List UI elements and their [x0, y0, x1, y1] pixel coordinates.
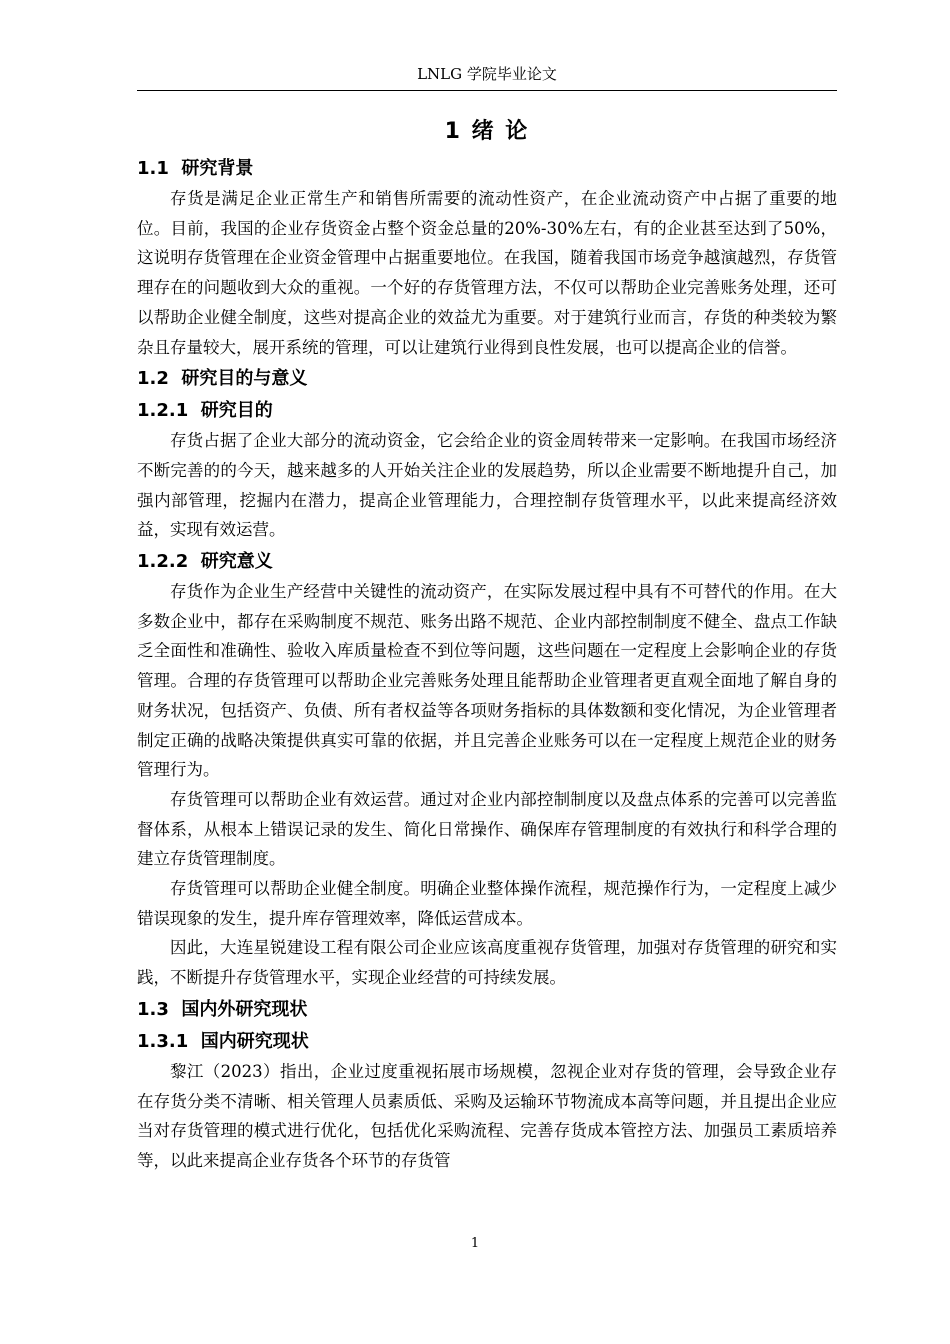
paragraph: 因此，大连星锐建设工程有限公司企业应该高度重视存货管理，加强对存货管理的研究和实践，不断提升存货管理水平，实现企业经营的可持续发展。: [137, 938, 837, 988]
paragraph: 黎江（2023）指出，企业过度重视拓展市场规模，忽视企业对存货的管理，会导致企业存在存货分类不清晰、相关管理人员素质低、采购及运输环节物流成本高等问题，并且提出企业应当对存货管理的模式进行优化，包括优化采购流程、完善存货成本管控方法、加强员工素质培养等，以此来提高企业存货各个环节的存货管: [137, 1061, 837, 1170]
paragraph: 存货作为企业生产经营中关键性的流动资产，在实际发展过程中具有不可替代的作用。在大多数企业中，都存在采购制度不规范、账务出路不规范、企业内部控制制度不健全、盘点工作缺乏全面性和准确性、验收入库质量检查不到位等问题，这些问题在一定程度上会影响企业的存货管理。合理的存货管理可以帮助企业完善账务处理且能帮助企业管理者更直观全面地了解自身的财务状况，包括资产、负债、所有者权益等各项财务指标的具体数额和变化情况，为企业管理者制定正确的战略决策提供真实可靠的依据，并且完善企业账务可以在一定程度上规范企业的财务管理行为。: [137, 582, 837, 780]
section-heading-1-3: 1.3 国内外研究现状: [137, 998, 308, 1020]
page-number: 1: [470, 1236, 480, 1251]
page-header: [137, 58, 837, 91]
paragraph: 存货管理可以帮助企业有效运营。通过对企业内部控制制度以及盘点体系的完善可以完善监督体系，从根本上错误记录的发生、简化日常操作、确保库存管理制度的有效执行和科学合理的建立存货管理制度。: [137, 789, 837, 869]
header-title: LNLG 学院毕业论文: [417, 65, 557, 83]
document-body: [137, 116, 837, 1176]
section-heading-1-1: 1.1 研究背景: [137, 158, 254, 179]
section-heading-1-2-1: 1.2.1 研究目的: [137, 400, 273, 422]
paragraph: 存货是满足企业正常生产和销售所需要的流动性资产，在企业流动资产中占据了重要的地位。目前，我国的企业存货资金占整个资金总量的20%-30%左右，有的企业甚至达到了50%，这说明存货管理在企业资金管理中占据重要地位。在我国，随着我国市场竞争越演越烈，存货管理存在的问题收到大众的重视。一个好的存货管理方法，不仅可以帮助企业完善账务处理，还可以帮助企业健全制度，这些对提高企业的效益尤为重要。对于建筑行业而言，存货的种类较为繁杂且存量较大，展开系统的管理，可以让建筑行业得到良性发展，也可以提高企业的信誉。: [137, 189, 837, 357]
section-heading-1-2: 1.2 研究目的与意义: [137, 368, 308, 390]
paragraph: 存货占据了企业大部分的流动资金，它会给企业的资金周转带来一定影响。在我国市场经济不断完善的的今天，越来越多的人开始关注企业的发展趋势，所以企业需要不断地提升自己，加强内部管理，挖掘内在潜力，提高企业管理能力，合理控制存货管理水平，以此来提高经济效益，实现有效运营。: [137, 431, 837, 540]
section-heading-1-3-1: 1.3.1 国内研究现状: [137, 1030, 309, 1052]
paragraph: 存货管理可以帮助企业健全制度。明确企业整体操作流程，规范操作行为，一定程度上减少错误现象的发生，提升库存管理效率，降低运营成本。: [137, 879, 837, 928]
chapter-title: 1 绪 论: [444, 119, 530, 144]
section-heading-1-2-2: 1.2.2 研究意义: [137, 551, 273, 573]
